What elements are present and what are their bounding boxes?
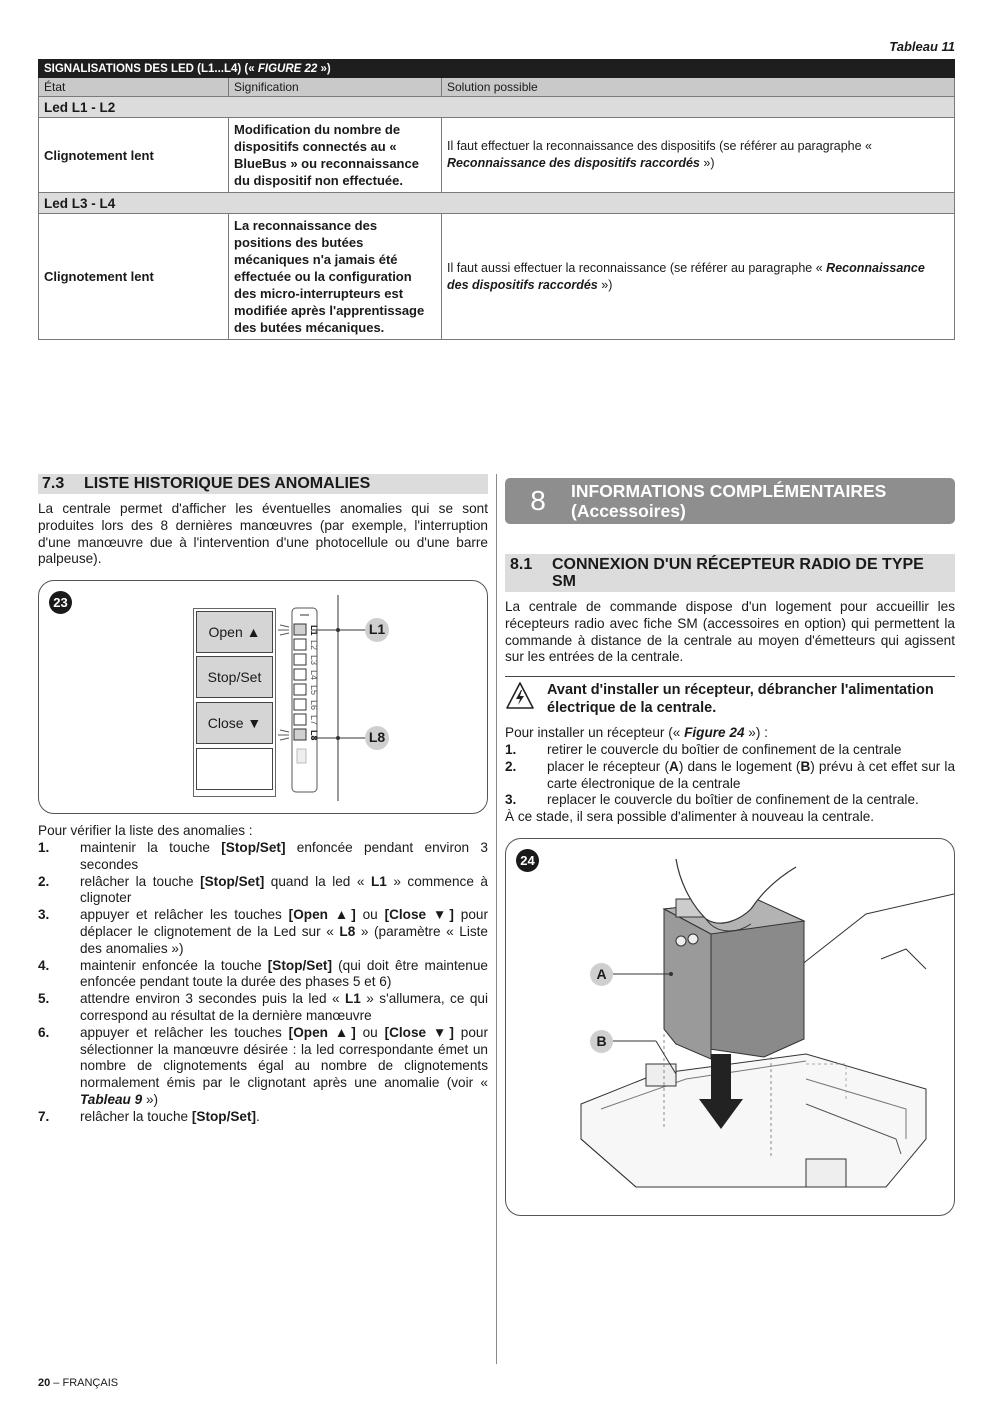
led-l4 xyxy=(294,669,306,680)
warning-text: Avant d'installer un récepteur, débrancher l'alimentation électrique de la centrale. xyxy=(547,682,934,717)
step-text: relâcher la touche [Stop/Set] quand la led « L1 » commence à clignoter xyxy=(80,873,488,906)
step-text: relâcher la touche [Stop/Set]. xyxy=(80,1108,260,1124)
table-title-row xyxy=(39,60,955,78)
cell-etat: Clignotement lent xyxy=(39,214,229,340)
figure-23 xyxy=(38,580,488,814)
column-header: Signification xyxy=(229,78,442,97)
led-l1 xyxy=(294,624,306,635)
list-item xyxy=(505,742,955,759)
led-l7 xyxy=(294,714,306,725)
led-l3 xyxy=(294,654,306,665)
step-text: retirer le couvercle du boîtier de confinement de la centrale xyxy=(547,741,902,757)
step-text: maintenir enfoncée la touche [Stop/Set] (qui doit être maintenue enfoncée pendant toute la durée des phases 5 et 6) xyxy=(80,957,488,990)
figure-number: 24 xyxy=(516,849,539,872)
step-number: 3. xyxy=(505,792,517,808)
led-squares xyxy=(294,624,306,740)
column-divider xyxy=(496,474,497,1364)
chapter-title: INFORMATIONS COMPLÉMENTAIRES (Accessoires) xyxy=(571,481,887,521)
section-intro: La centrale de commande dispose d'un logement pour accueillir les récepteurs radio avec fiche SM (accessoires en option) qui permettent la commande à distance de la centrale au moyen d'émetteurs qui agissent sur les entrées de la centrale. xyxy=(505,599,955,665)
section-7-3 xyxy=(38,474,488,1126)
callout-l8: L8 xyxy=(368,729,386,746)
led-signals-table xyxy=(38,59,955,340)
list-item xyxy=(38,1109,488,1126)
list-item xyxy=(38,991,488,1025)
section-number: 7.3 xyxy=(42,475,65,492)
figure-reference[interactable]: Figure 24 xyxy=(684,725,745,741)
led-label-l7: L7 xyxy=(309,715,319,726)
step-number: 7. xyxy=(38,1108,50,1124)
led-label-l1: L1 xyxy=(309,625,319,636)
step-number: 1. xyxy=(38,839,50,855)
cell-signification: La reconnaissance des positions des butées mécaniques n'a jamais été effectuée ou la configuration des micro-interrupteurs est modifiée après l'apprentissage des butées mécaniques. xyxy=(229,214,442,340)
step-number: 3. xyxy=(38,907,50,923)
step-number: 2. xyxy=(505,758,517,774)
section-intro: La centrale permet d'afficher les éventuelles anomalies qui se sont produites lors des 8 dernières manœuvres (par exemple, l'interruption d'une manœuvre due à l'intervention d'une photocellule ou d'une barre palpeuse). xyxy=(38,501,488,567)
warning-box xyxy=(505,676,955,717)
table-label: Tableau 11 xyxy=(889,39,955,54)
cell-etat: Clignotement lent xyxy=(39,118,229,193)
receiver-install-illustration xyxy=(506,839,954,1215)
list-item xyxy=(505,792,955,809)
table-row xyxy=(39,214,955,340)
list-item xyxy=(38,1025,488,1109)
section-title: CONNEXION D'UN RÉCEPTEUR RADIO DE TYPE SM xyxy=(552,556,924,590)
list-item xyxy=(38,874,488,908)
group-label: Led L3 - L4 xyxy=(39,193,955,214)
led-l8 xyxy=(294,729,306,740)
close-button[interactable]: Close ▼ xyxy=(196,702,273,744)
step-number: 6. xyxy=(38,1024,50,1040)
callout-l1: L1 xyxy=(368,621,386,638)
step-text: replacer le couvercle du boîtier de confinement de la centrale. xyxy=(547,792,919,808)
table-header-row xyxy=(39,78,955,97)
cell-signification: Modification du nombre de dispositifs connectés au « BlueBus » ou reconnaissance du dispositif non effectuée. xyxy=(229,118,442,193)
step-number: 2. xyxy=(38,873,50,889)
callout-b: B xyxy=(590,1030,613,1053)
open-button[interactable]: Open ▲ xyxy=(196,611,273,653)
electric-warning-icon xyxy=(505,681,539,716)
list-item xyxy=(505,759,955,793)
callout-a: A xyxy=(590,963,613,986)
list-item xyxy=(38,840,488,874)
step-number: 5. xyxy=(38,991,50,1007)
blink-rays-l1 xyxy=(278,625,289,635)
led-label-l5: L5 xyxy=(309,685,319,696)
spare-slot xyxy=(297,749,306,763)
section-title: LISTE HISTORIQUE DES ANOMALIES xyxy=(84,475,371,492)
step-number: 1. xyxy=(505,741,517,757)
cell-solution: Il faut effectuer la reconnaissance des dispositifs (se référer au paragraphe « Reconnaissance des dispositifs raccordés ») xyxy=(442,118,955,193)
list-item xyxy=(38,958,488,992)
chapter-heading xyxy=(505,478,955,524)
section-number: 8.1 xyxy=(510,556,533,573)
section-heading xyxy=(38,474,488,494)
group-label: Led L1 - L2 xyxy=(39,97,955,118)
verify-intro: Pour vérifier la liste des anomalies : xyxy=(38,823,253,839)
page-number: 20 xyxy=(38,1377,51,1389)
led-label-l6: L6 xyxy=(309,700,319,711)
led-l6 xyxy=(294,699,306,710)
step-number: 4. xyxy=(38,957,50,973)
figure-24 xyxy=(505,838,955,1216)
blink-rays-l8 xyxy=(278,730,289,740)
footer-language: – FRANÇAIS xyxy=(50,1377,119,1389)
table-group-row xyxy=(39,193,955,214)
install-intro: Pour installer un récepteur (« Figure 24 ») : xyxy=(505,725,768,741)
table-row xyxy=(39,118,955,193)
step-text: appuyer et relâcher les touches [Open ▲] ou [Close ▼] pour déplacer le clignotement de la Led sur « L8 » (paramètre « Liste des anomalies ») xyxy=(80,907,488,956)
chapter-8 xyxy=(505,478,955,1216)
stop-set-button[interactable]: Stop/Set xyxy=(196,656,273,698)
section-heading xyxy=(505,554,955,592)
led-label-l8: L8 xyxy=(309,730,319,741)
page-footer xyxy=(38,1377,118,1389)
led-diagram xyxy=(39,581,487,813)
cross-reference-link[interactable]: Reconnaissance des dispositifs raccordés xyxy=(447,260,925,292)
control-board xyxy=(581,1054,926,1187)
step-text: appuyer et relâcher les touches [Open ▲] ou [Close ▼] pour sélectionner la manœuvre désirée : la led correspondante émet un nombre de clignotements égal au nombre de clignotements normalement émis par le clignotant après une anomalie (voir « Tableau 9 ») xyxy=(80,1024,488,1107)
led-l5 xyxy=(294,684,306,695)
column-header: Solution possible xyxy=(442,78,955,97)
chapter-number: 8 xyxy=(530,485,546,516)
receiver-module-a xyxy=(664,899,804,1059)
led-label-l4: L4 xyxy=(309,670,319,681)
anomaly-steps-list xyxy=(38,840,488,1126)
cross-reference-link[interactable]: Reconnaissance des dispositifs raccordés xyxy=(447,156,700,170)
led-label-l2: L2 xyxy=(309,640,319,651)
step-text: maintenir la touche [Stop/Set] enfoncée pendant environ 3 secondes xyxy=(80,839,488,872)
list-item xyxy=(38,907,488,957)
column-header: État xyxy=(39,78,229,97)
install-after: À ce stade, il sera possible d'alimenter à nouveau la centrale. xyxy=(505,809,875,825)
cell-solution: Il faut aussi effectuer la reconnaissance (se référer au paragraphe « Reconnaissance des dispositifs raccordés ») xyxy=(442,214,955,340)
led-l2 xyxy=(294,639,306,650)
install-steps-list xyxy=(505,742,955,809)
figure-number: 23 xyxy=(49,591,72,614)
table-group-row xyxy=(39,97,955,118)
led-label-l3: L3 xyxy=(309,655,319,666)
table-title: SIGNALISATIONS DES LED (L1...L4) (« FIGURE 22 ») xyxy=(39,60,955,78)
step-text: placer le récepteur (A) dans le logement (B) prévu à cet effet sur la carte électronique de la centrale xyxy=(547,758,956,791)
step-text: attendre environ 3 secondes puis la led « L1 » s'allumera, ce qui correspond au résultat de la dernière manœuvre xyxy=(80,991,488,1023)
